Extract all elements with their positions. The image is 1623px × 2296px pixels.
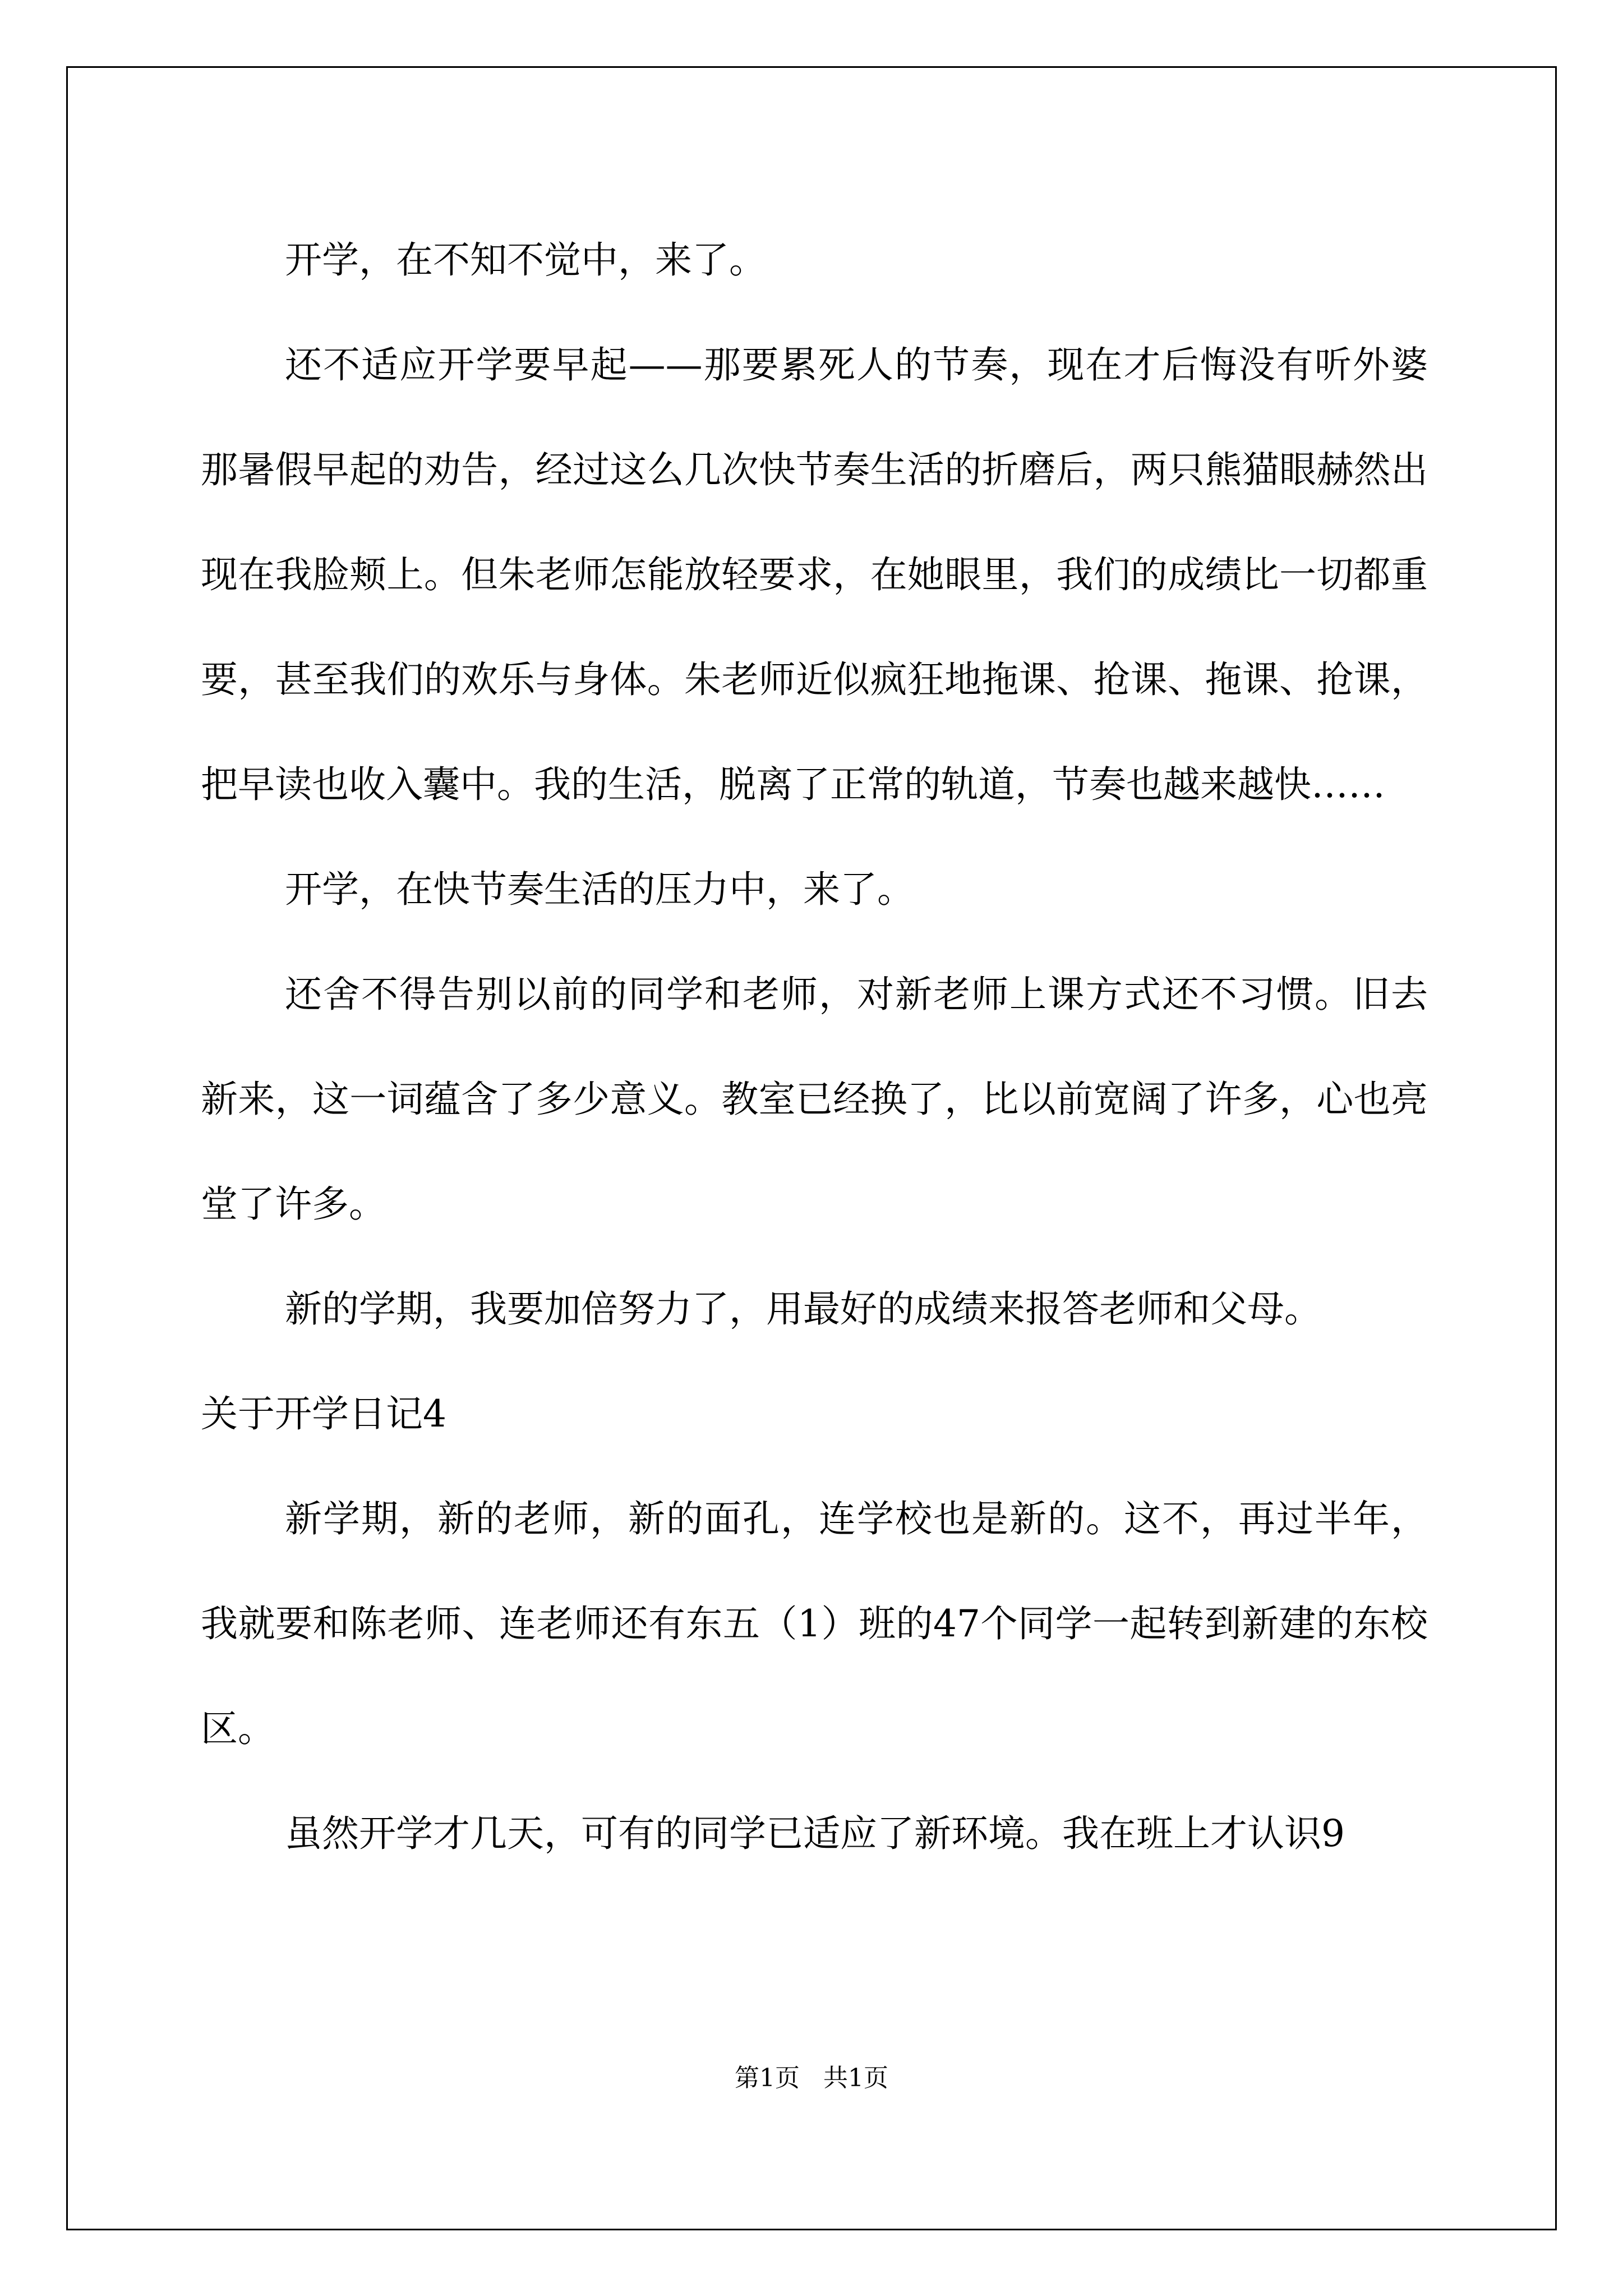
paragraph: 虽然开学才几天，可有的同学已适应了新环境。我在班上才认识9	[285, 1812, 1345, 1855]
paragraph: 开学，在快节奏生活的压力中，来了。	[285, 868, 914, 911]
section-heading: 关于开学日记4	[201, 1392, 446, 1435]
paragraph: 还不适应开学要早起——那要累死人的节奏，现在才后悔没有听外婆那暑假早起的劝告，经过这么几次快节奏生活的折磨后，两只熊猫眼赫然出现在我脸颊上。但朱老师怎能放轻要求，在她眼里，我们的成绩比一切都重要，甚至我们的欢乐与身体。朱老师近似疯狂地拖课、抢课、拖课、抢课，把早读也收入囊中。我的生活，脱离了正常的轨道，节奏也越来越快……	[201, 343, 1428, 806]
document-body	[201, 208, 1428, 1886]
paragraph: 还舍不得告别以前的同学和老师，对新老师上课方式还不习惯。旧去新来，这一词蕴含了多少意义。教室已经换了，比以前宽阔了许多，心也亮堂了许多。	[201, 973, 1428, 1226]
paragraph: 开学，在不知不觉中，来了。	[285, 238, 766, 282]
paragraph: 新学期，新的老师，新的面孔，连学校也是新的。这不，再过半年，我就要和陈老师、连老师还有东五（1）班的47个同学一起转到新建的东校区。	[201, 1497, 1428, 1750]
paragraph: 新的学期，我要加倍努力了，用最好的成绩来报答老师和父母。	[285, 1287, 1321, 1331]
page-footer: 第1页 共1页	[735, 2064, 888, 2092]
